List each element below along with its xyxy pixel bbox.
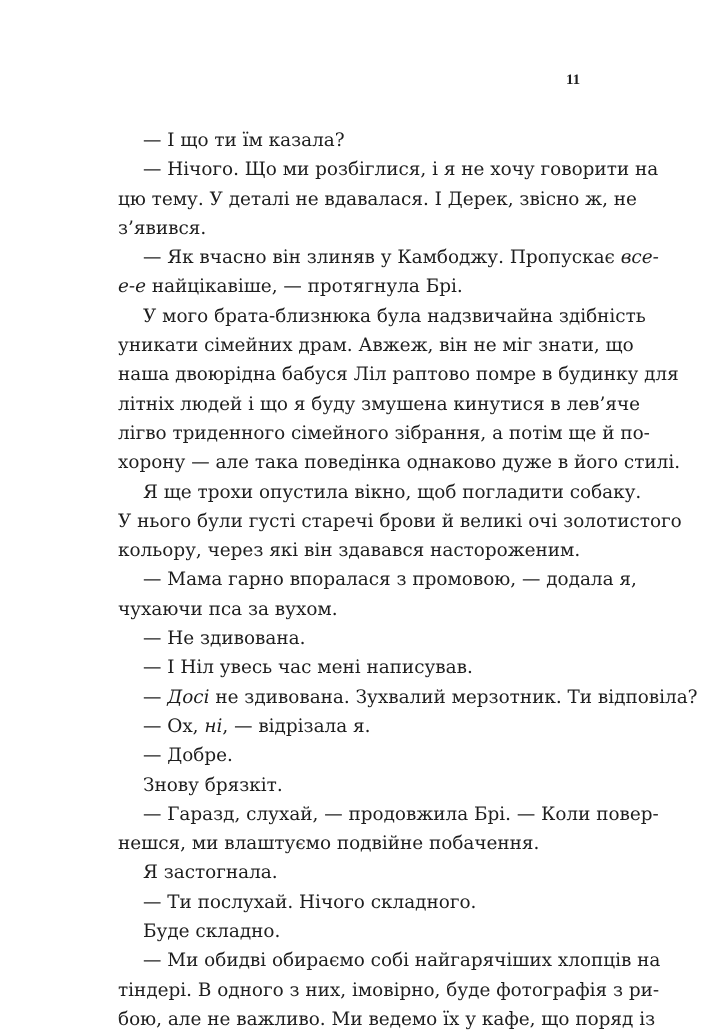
text-span: уникати сімейних драм. Авжеж, він не міг знати, що [118,335,634,357]
text-span: кольору, через які він здавався настороженим. [118,540,581,562]
text-span: найцікавіше, — протягнула Брі. [145,276,463,298]
text-line [118,741,586,770]
text-line [118,653,586,682]
text-line [118,595,586,624]
text-line [118,683,698,712]
text-line [118,272,586,301]
text-span: — І Ніл увесь час мені написував. [143,657,473,679]
text-line [118,800,659,829]
page-number: 11 [566,72,581,88]
text-span: , — відрізала я. [222,715,371,737]
text-line [118,331,634,360]
text-line [118,360,679,389]
text-line [118,243,659,272]
text-span: не здивована. Зухвалий мерзотник. Ти відповіла? [209,686,698,708]
italic-span: е-е [118,276,146,298]
text-line [118,624,586,653]
text-span: У мого брата-близнюка була надзвичайна здібність [143,305,646,327]
text-line [118,917,586,946]
text-line [118,946,661,975]
text-line [118,829,586,858]
text-span: Я ще трохи опустила вікно, щоб погладити собаку. [143,481,642,503]
text-span: бою, але не важливо. Ми ведемо їх у кафе, що поряд із [118,1008,656,1030]
text-span: — [143,686,168,708]
text-span: — Нічого. Що ми розбіглися, і я не хочу говорити на [143,159,659,181]
text-span: Я застогнала. [143,862,278,884]
text-line [118,448,681,477]
text-line [118,390,640,419]
text-span: наша двоюрідна бабуся Ліл раптово помре в будинку для [118,364,679,386]
text-span: — Не здивована. [143,628,306,650]
italic-span: все- [620,247,659,269]
text-span: У нього були густі старечі брови й великі очі золотистого [118,510,682,532]
text-line [118,185,637,214]
text-span: — Мама гарно впоралася з промовою, — додала я, [143,569,637,591]
text-span: — Добре. [143,745,233,767]
text-span: чухаючи пса за вухом. [118,598,338,620]
text-span: Знову брязкіт. [143,774,283,796]
italic-span: ні [204,715,223,737]
text-span: — Гаразд, слухай, — продовжила Брі. — Коли повер- [143,803,659,825]
text-line [118,302,646,331]
text-line [118,214,586,243]
text-span: — І що ти їм казала? [143,130,345,151]
text-line [118,771,586,800]
text-line [118,1005,656,1034]
text-span: тіндері. В одного з них, імовірно, буде фотографія з ри- [118,979,660,1001]
text-line [118,565,637,594]
text-line [118,126,586,155]
text-span: Буде складно. [143,921,281,943]
text-line [118,478,642,507]
text-span: з’явився. [118,217,207,239]
text-span: нешся, ми влаштуємо подвійне побачення. [118,833,540,855]
text-line [118,888,586,917]
text-span: — Як вчасно він злиняв у Камбоджу. Пропускає [143,247,621,269]
text-line [118,858,586,887]
text-line [118,507,682,536]
text-line [118,712,586,741]
text-span: — Ти послухай. Нічого складного. [143,891,477,913]
text-span: цю тему. У деталі не вдавалася. І Дерек, звісно ж, не [118,188,637,210]
text-line [118,419,650,448]
text-line [118,155,659,184]
italic-span: Досі [167,686,210,708]
text-span: — Ох, [143,715,205,737]
text-line [118,536,586,565]
text-span: літніх людей і що я буду змушена кинутися в лев’яче [118,393,640,415]
text-line [118,976,660,1005]
text-span: лігво триденного сімейного зібрання, а потім ще й по- [118,422,650,444]
body-text [118,126,698,1034]
text-span: — Ми обидві обираємо собі найгарячіших хлопців на [143,950,661,972]
text-span: хорону — але така поведінка однаково дуже в його стилі. [118,452,681,474]
